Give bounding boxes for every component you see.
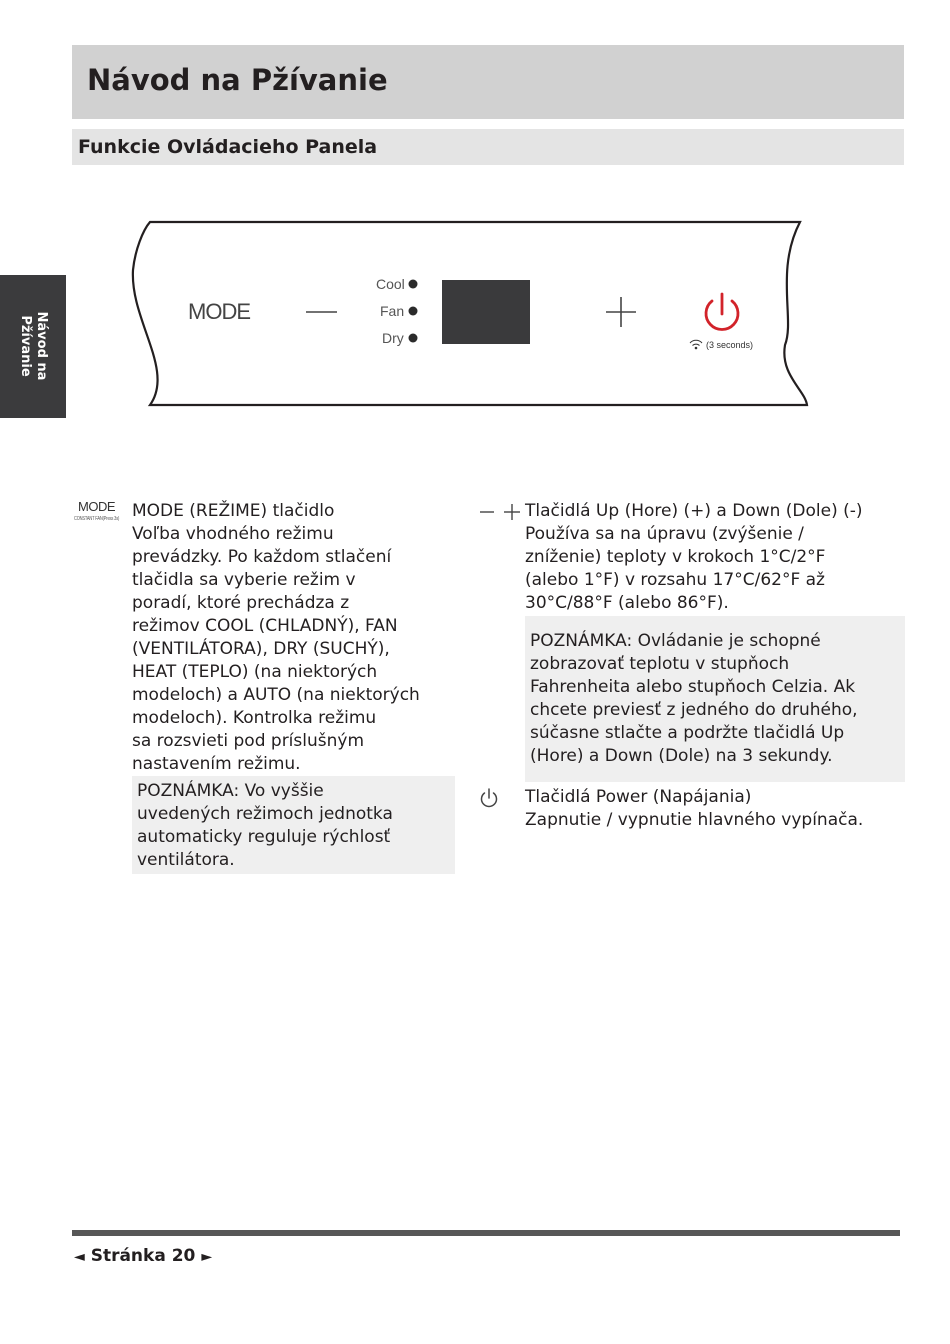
mode-note <box>132 776 455 874</box>
updown-note-line: chcete previesť z jedného do druhého, <box>530 700 858 720</box>
updown-line: (alebo 1°F) v rozsahu 17°C/62°F až <box>525 570 825 590</box>
panel-mode-label: MODE <box>188 299 250 324</box>
dry-indicator-led <box>409 334 418 343</box>
updown-heading: Tlačidlá Up (Hore) (+) a Down (Dole) (-) <box>525 501 863 521</box>
mode-line: HEAT (TEPLO) (na niektorých <box>132 662 378 682</box>
minus-plus-icon <box>478 503 522 521</box>
mode-description <box>132 500 462 776</box>
power-icon <box>478 787 500 809</box>
mode-note-line: ventilátora. <box>137 850 235 870</box>
mode-line: tlačidla sa vyberie režim v <box>132 570 356 590</box>
section-title: Funkcie Ovládacieho Panela <box>78 136 378 158</box>
side-tab-label: Návod na Pžívanie <box>18 311 49 381</box>
mode-line: (VENTILÁTORA), DRY (SUCHÝ), <box>132 639 390 659</box>
updown-line: zníženie) teploty v krokoch 1°C/2°F <box>525 547 826 567</box>
cool-indicator-led <box>409 280 418 289</box>
page-footer <box>74 1246 212 1266</box>
mode-note-line: POZNÁMKA: Vo vyššie <box>137 781 324 801</box>
mode-heading: MODE (REŽIME) tlačidlo <box>132 501 335 521</box>
updown-note-line: (Hore) a Down (Dole) na 3 sekundy. <box>530 746 833 766</box>
mode-line: modeloch) a AUTO (na niektorých <box>132 685 420 705</box>
mode-line: modeloch). Kontrolka režimu <box>132 708 377 728</box>
updown-line: 30°C/88°F (alebo 86°F). <box>525 593 729 613</box>
title-bar <box>72 45 904 119</box>
updown-description <box>525 500 905 615</box>
page-title: Návod na Pžívanie <box>87 63 388 97</box>
mode-line: sa rozsvieti pod príslušným <box>132 731 365 751</box>
mode-note-line: automaticky reguluje rýchlosť <box>137 827 391 847</box>
mode-icon-label: MODE <box>78 499 115 514</box>
power-line: Zapnutie / vypnutie hlavného vypínača. <box>525 810 864 830</box>
next-page-arrow-icon[interactable]: ► <box>201 1249 213 1265</box>
mode-line: prevádzky. Po každom stlačení <box>132 547 392 567</box>
updown-note <box>525 616 905 782</box>
mode-icon-sublabel: CONSTANT FAN(Press 3s) <box>74 516 120 522</box>
updown-note-line: POZNÁMKA: Ovládanie je schopné <box>530 631 821 651</box>
power-description <box>525 786 915 832</box>
updown-note-line: súčasne stlačte a podržte tlačidlá Up <box>530 723 845 743</box>
subtitle-bar <box>72 129 904 165</box>
updown-line: Používa sa na úpravu (zvýšenie / <box>525 524 804 544</box>
indicator-cool-label: Cool <box>376 276 405 292</box>
prev-page-arrow-icon[interactable]: ◄ <box>74 1249 85 1265</box>
display-screen <box>442 280 530 344</box>
mode-line: poradí, ktoré prechádza z <box>132 593 350 613</box>
indicator-dry-label: Dry <box>382 330 404 346</box>
mode-line: Voľba vhodného režimu <box>132 524 334 544</box>
mode-line: nastavením režimu. <box>132 754 301 774</box>
page-number: Stránka 20 <box>90 1246 196 1266</box>
power-heading: Tlačidlá Power (Napájania) <box>525 787 752 807</box>
updown-note-line: Fahrenheita alebo stupňoch Celzia. Ak <box>530 677 856 697</box>
fan-indicator-led <box>409 307 418 316</box>
mode-line: režimov COOL (CHLADNÝ), FAN <box>132 616 398 636</box>
footer-rule <box>72 1230 900 1236</box>
side-tab <box>0 275 66 418</box>
indicator-fan-label: Fan <box>380 303 405 319</box>
updown-note-line: zobrazovať teplotu v stupňoch <box>530 654 790 674</box>
mode-note-line: uvedených režimoch jednotka <box>137 804 393 824</box>
wifi-hint-label: (3 seconds) <box>706 340 754 350</box>
